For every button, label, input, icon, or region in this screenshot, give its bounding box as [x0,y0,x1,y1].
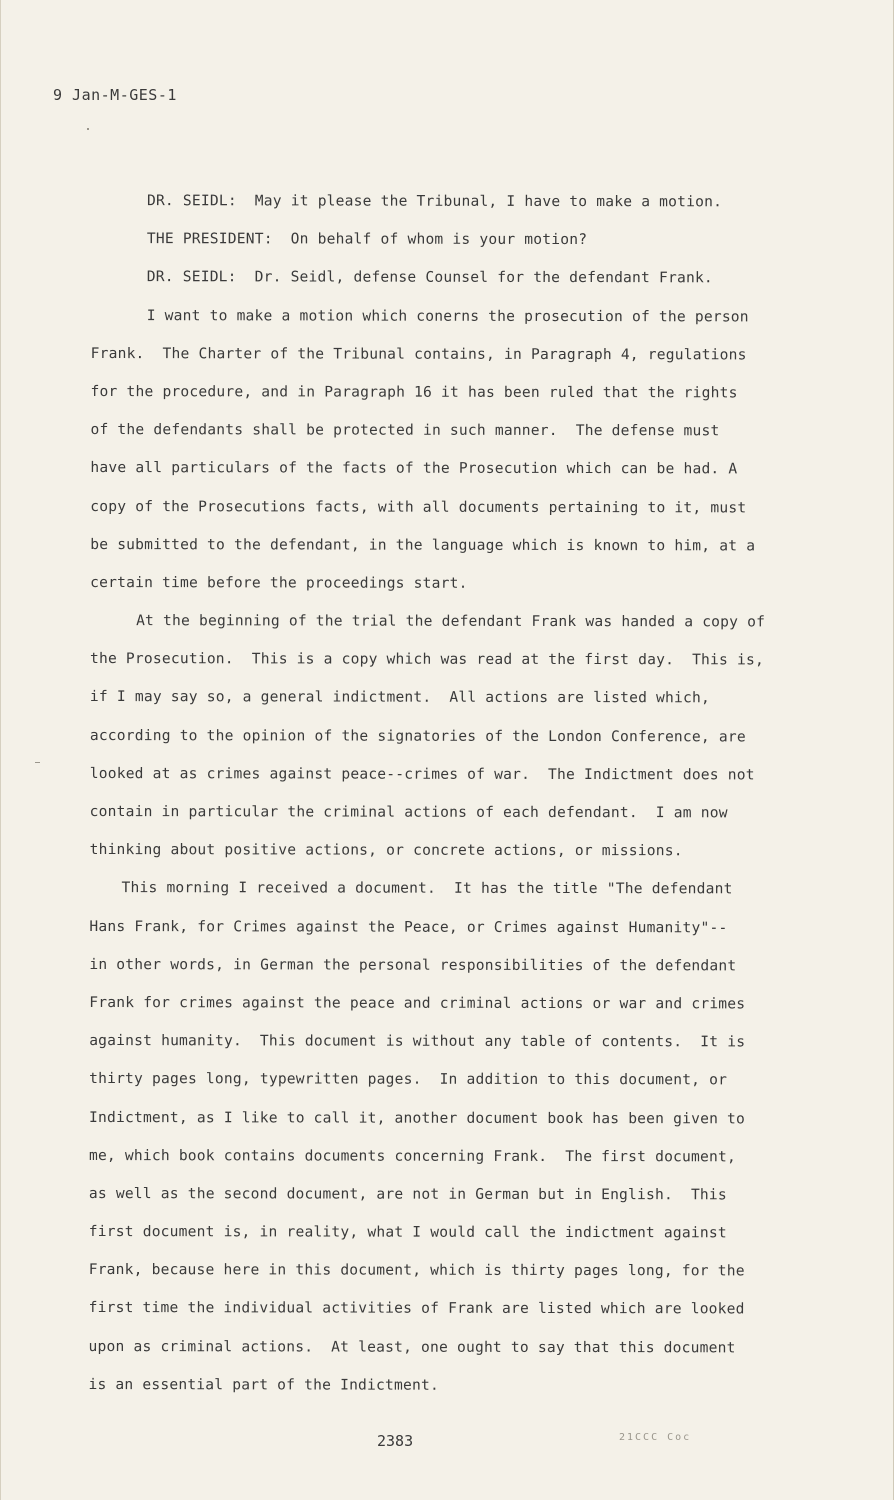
archive-stamp: 21CCC Coc [619,1432,692,1443]
text-line: first time the individual activities of Frank are listed which are looked [88,1299,745,1318]
text-line: against humanity. This document is without any table of contents. It is [89,1032,746,1051]
text-line: if I may say so, a general indictment. All actions are listed which, [89,688,710,707]
text-line: of the defendants shall be protected in such manner. The defense must [90,421,720,440]
text-line: first document is, in reality, what I would call the indictment against [88,1223,727,1242]
stray-mark [87,128,89,130]
text-line: Frank for crimes against the peace and criminal actions or war and crimes [89,993,746,1013]
text-line: is an essential part of the Indictment. [88,1375,439,1394]
text-line: Hans Frank, for Crimes against the Peace, or Crimes against Humanity"-- [89,917,728,936]
text-line: have all particulars of the facts of the Prosecution which can be had. A [90,459,738,478]
text-line: Indictment, as I like to call it, another document book has been given to [89,1108,746,1127]
text-line: Frank, because here in this document, which is thirty pages long, for the [88,1261,745,1280]
text-line: copy of the Prosecutions facts, with all documents pertaining to it, must [90,497,747,516]
text-line: as well as the second document, are not in German but in English. This [88,1184,727,1204]
text-line: This morning I received a document. It has the title "The defendant [121,879,733,898]
stray-mark [35,762,40,763]
text-line: thinking about positive actions, or concrete actions, or missions. [89,841,683,860]
text-line: the Prosecution. This is a copy which was read at the first day. This is, [89,650,764,669]
text-line: me, which book contains documents concerning Frank. The first document, [88,1146,736,1166]
page-number: 2383 [377,1432,414,1450]
text-line: Frank. The Charter of the Tribunal contains, in Paragraph 4, regulations [90,344,747,364]
text-line: be submitted to the defendant, in the language which is known to him, at a [90,535,756,555]
text-line: THE PRESIDENT: On behalf of whom is your motion? [146,230,588,249]
document-header: 9 Jan-M-GES-1 [53,86,177,104]
text-line: in other words, in German the personal responsibilities of the defendant [89,955,737,975]
text-line: I want to make a motion which conerns the prosecution of the person [146,306,749,325]
text-line: upon as criminal actions. At least, one ought to say that this document [88,1337,736,1356]
text-line: contain in particular the criminal actions of each defendant. I am now [89,802,728,822]
text-line: looked at as crimes against peace--crimes of war. The Indictment does not [89,764,755,784]
text-line: At the beginning of the trial the defendant Frank was handed a copy of [136,612,766,631]
text-line: DR. SEIDL: Dr. Seidl, defense Counsel for the defendant Frank. [146,268,713,287]
text-line: for the procedure, and in Paragraph 16 it has been ruled that the rights [90,382,738,402]
text-line: certain time before the proceedings start. [90,573,468,592]
text-line: thirty pages long, typewritten pages. In addition to this document, or [89,1070,728,1089]
transcript-body [88,182,815,1406]
text-line: according to the opinion of the signatories of the London Conference, are [89,726,746,745]
text-line: DR. SEIDL: May it please the Tribunal, I have to make a motion. [146,192,723,211]
